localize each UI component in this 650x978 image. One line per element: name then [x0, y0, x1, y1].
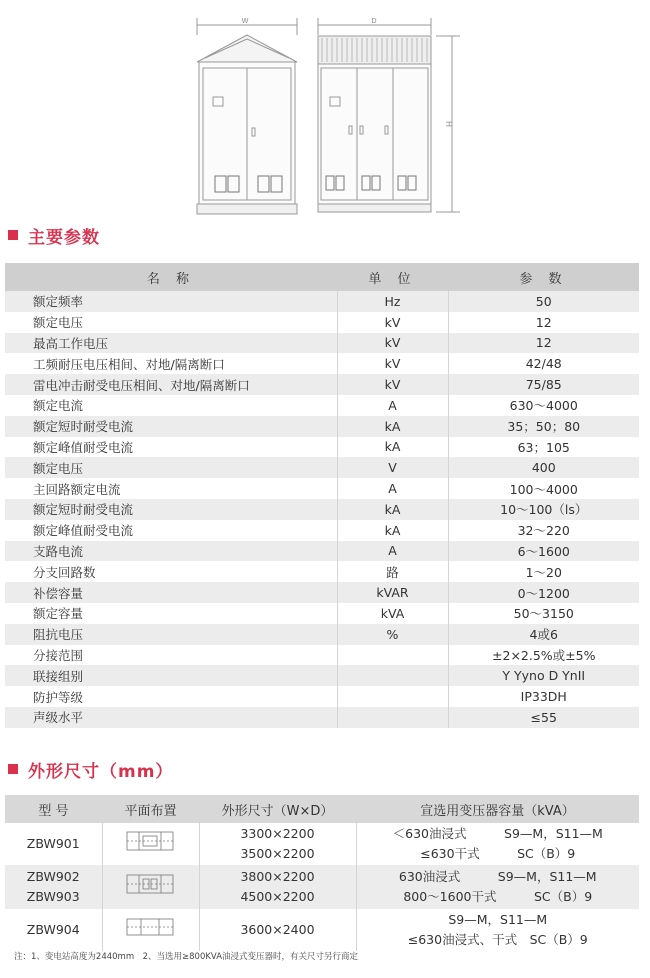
table-row	[5, 312, 639, 333]
layout-plan-icon	[102, 865, 199, 909]
dims-capacity-line: 800～1600干式 SC（B）9	[403, 889, 593, 904]
dims-body	[5, 823, 639, 951]
param-name: 额定频率	[5, 291, 337, 312]
table-row	[5, 395, 639, 416]
param-value: 42/48	[448, 353, 639, 374]
param-value: 35；50；80	[448, 416, 639, 437]
param-name: 额定峰值耐受电流	[5, 437, 337, 458]
table-row	[5, 374, 639, 395]
param-name: 额定容量	[5, 603, 337, 624]
param-unit: kV	[337, 353, 448, 374]
dims-model-line: ZBW903	[26, 889, 80, 904]
table-row	[5, 865, 639, 909]
param-unit: kA	[337, 437, 448, 458]
param-value: 6～1600	[448, 541, 639, 562]
table-row	[5, 624, 639, 645]
param-value: 50～3150	[448, 603, 639, 624]
param-unit	[337, 665, 448, 686]
param-unit: V	[337, 457, 448, 478]
param-unit: kVA	[337, 603, 448, 624]
dims-table	[5, 795, 639, 951]
table-row	[5, 333, 639, 354]
dims-size-line: 3300×2200	[240, 826, 315, 841]
param-name: 额定短时耐受电流	[5, 499, 337, 520]
table-row	[5, 520, 639, 541]
table-row	[5, 499, 639, 520]
table-row	[5, 353, 639, 374]
dims-capacity-line: S9—M，S11—M	[448, 912, 548, 927]
param-unit: Hz	[337, 291, 448, 312]
param-unit: %	[337, 624, 448, 645]
param-name: 雷电冲击耐受电压相间、对地/隔离断口	[5, 374, 337, 395]
param-name: 支路电流	[5, 541, 337, 562]
param-unit: A	[337, 478, 448, 499]
param-name: 声级水平	[5, 707, 337, 728]
dims-size-line: 3500×2200	[240, 846, 315, 861]
param-unit	[337, 645, 448, 666]
dims-capacity	[356, 823, 639, 865]
param-name: 额定电压	[5, 457, 337, 478]
param-value: 50	[448, 291, 639, 312]
param-value: 12	[448, 312, 639, 333]
cabinet-drawing	[0, 0, 650, 225]
param-value: 1～20	[448, 561, 639, 582]
table-row	[5, 541, 639, 562]
table-row	[5, 457, 639, 478]
param-name: 补偿容量	[5, 582, 337, 603]
param-value: 32～220	[448, 520, 639, 541]
table-row	[5, 582, 639, 603]
param-value: 0～1200	[448, 582, 639, 603]
param-unit: A	[337, 541, 448, 562]
dims-model-line: ZBW901	[26, 836, 80, 851]
param-name: 额定短时耐受电流	[5, 416, 337, 437]
param-value: 630～4000	[448, 395, 639, 416]
dims-size	[199, 865, 356, 909]
dims-size-line: 3600×2400	[240, 922, 315, 937]
dims-section-header	[8, 759, 174, 782]
param-name: 分支回路数	[5, 561, 337, 582]
dims-model-line: ZBW904	[26, 922, 80, 937]
table-row	[5, 686, 639, 707]
dims-model	[5, 865, 102, 909]
dims-capacity-line: 630油浸式 S9—M，S11—M	[398, 869, 597, 884]
header-size: 外形尺寸（W×D）	[199, 795, 356, 823]
table-row	[5, 707, 639, 728]
param-name: 分接范围	[5, 645, 337, 666]
dims-model	[5, 909, 102, 951]
param-unit: A	[337, 395, 448, 416]
params-section-title: 主要参数	[28, 227, 100, 248]
dims-capacity-line: ≤630油浸式、干式 SC（B）9	[407, 932, 588, 947]
param-value: ≤55	[448, 707, 639, 728]
header-layout: 平面布置	[102, 795, 199, 823]
param-value: 63；105	[448, 437, 639, 458]
layout-plan-icon	[102, 823, 199, 865]
params-header-row	[5, 263, 639, 291]
dims-capacity-line: ≤630干式 SC（B）9	[420, 846, 576, 861]
header-value: 参 数	[448, 263, 639, 291]
param-unit	[337, 707, 448, 728]
dims-size-line: 3800×2200	[240, 869, 315, 884]
param-name: 额定峰值耐受电流	[5, 520, 337, 541]
param-unit: kA	[337, 416, 448, 437]
param-unit: kVAR	[337, 582, 448, 603]
height-label: H	[444, 121, 453, 127]
param-name: 阻抗电压	[5, 624, 337, 645]
param-value: 100～4000	[448, 478, 639, 499]
param-value: ±2×2.5%或±5%	[448, 645, 639, 666]
param-name: 联接组别	[5, 665, 337, 686]
table-row	[5, 665, 639, 686]
header-model: 型 号	[5, 795, 102, 823]
table-row	[5, 416, 639, 437]
dims-model-line: ZBW902	[26, 869, 80, 884]
param-name: 额定电压	[5, 312, 337, 333]
header-capacity: 宣选用变压器容量（kVA）	[356, 795, 639, 823]
table-row	[5, 561, 639, 582]
dims-header-row	[5, 795, 639, 823]
param-unit: kV	[337, 374, 448, 395]
param-value: 400	[448, 457, 639, 478]
param-unit	[337, 686, 448, 707]
table-row	[5, 291, 639, 312]
param-name: 防护等级	[5, 686, 337, 707]
param-value: IP33DH	[448, 686, 639, 707]
layout-plan-icon	[102, 909, 199, 951]
param-value: 12	[448, 333, 639, 354]
param-name: 最高工作电压	[5, 333, 337, 354]
params-table	[5, 263, 639, 728]
table-row	[5, 645, 639, 666]
dims-section-title: 外形尺寸（mm）	[28, 761, 174, 782]
param-value: 75/85	[448, 374, 639, 395]
dims-size	[199, 823, 356, 865]
header-name: 名 称	[5, 263, 337, 291]
param-value: Y Yyno D YnII	[448, 665, 639, 686]
param-value: 4或6	[448, 624, 639, 645]
section-marker-icon	[8, 764, 18, 774]
param-name: 额定电流	[5, 395, 337, 416]
table-row	[5, 603, 639, 624]
table-row	[5, 909, 639, 951]
param-unit: 路	[337, 561, 448, 582]
params-section-header	[8, 225, 100, 248]
dims-capacity-line: ＜630油浸式 S9—M，S11—M	[392, 826, 603, 841]
param-unit: kA	[337, 520, 448, 541]
dims-capacity	[356, 865, 639, 909]
param-name: 主回路额定电流	[5, 478, 337, 499]
param-value: 10～100（ls）	[448, 499, 639, 520]
width-label: W	[241, 18, 249, 25]
params-body	[5, 291, 639, 728]
param-unit: kV	[337, 312, 448, 333]
dims-size-line: 4500×2200	[240, 889, 315, 904]
depth-label: D	[371, 18, 377, 25]
table-row	[5, 437, 639, 458]
dims-capacity	[356, 909, 639, 951]
table-row	[5, 823, 639, 865]
header-unit: 单 位	[337, 263, 448, 291]
table-row	[5, 478, 639, 499]
dims-size	[199, 909, 356, 951]
param-name: 工频耐压电压相间、对地/隔离断口	[5, 353, 337, 374]
dims-model	[5, 823, 102, 865]
param-unit: kV	[337, 333, 448, 354]
section-marker-icon	[8, 230, 18, 240]
param-unit: kA	[337, 499, 448, 520]
footnote: 注：1、变电站高度为2440mm 2、当选用≥800KVA油浸式变压器时，有关尺寸另行商定	[14, 952, 359, 962]
